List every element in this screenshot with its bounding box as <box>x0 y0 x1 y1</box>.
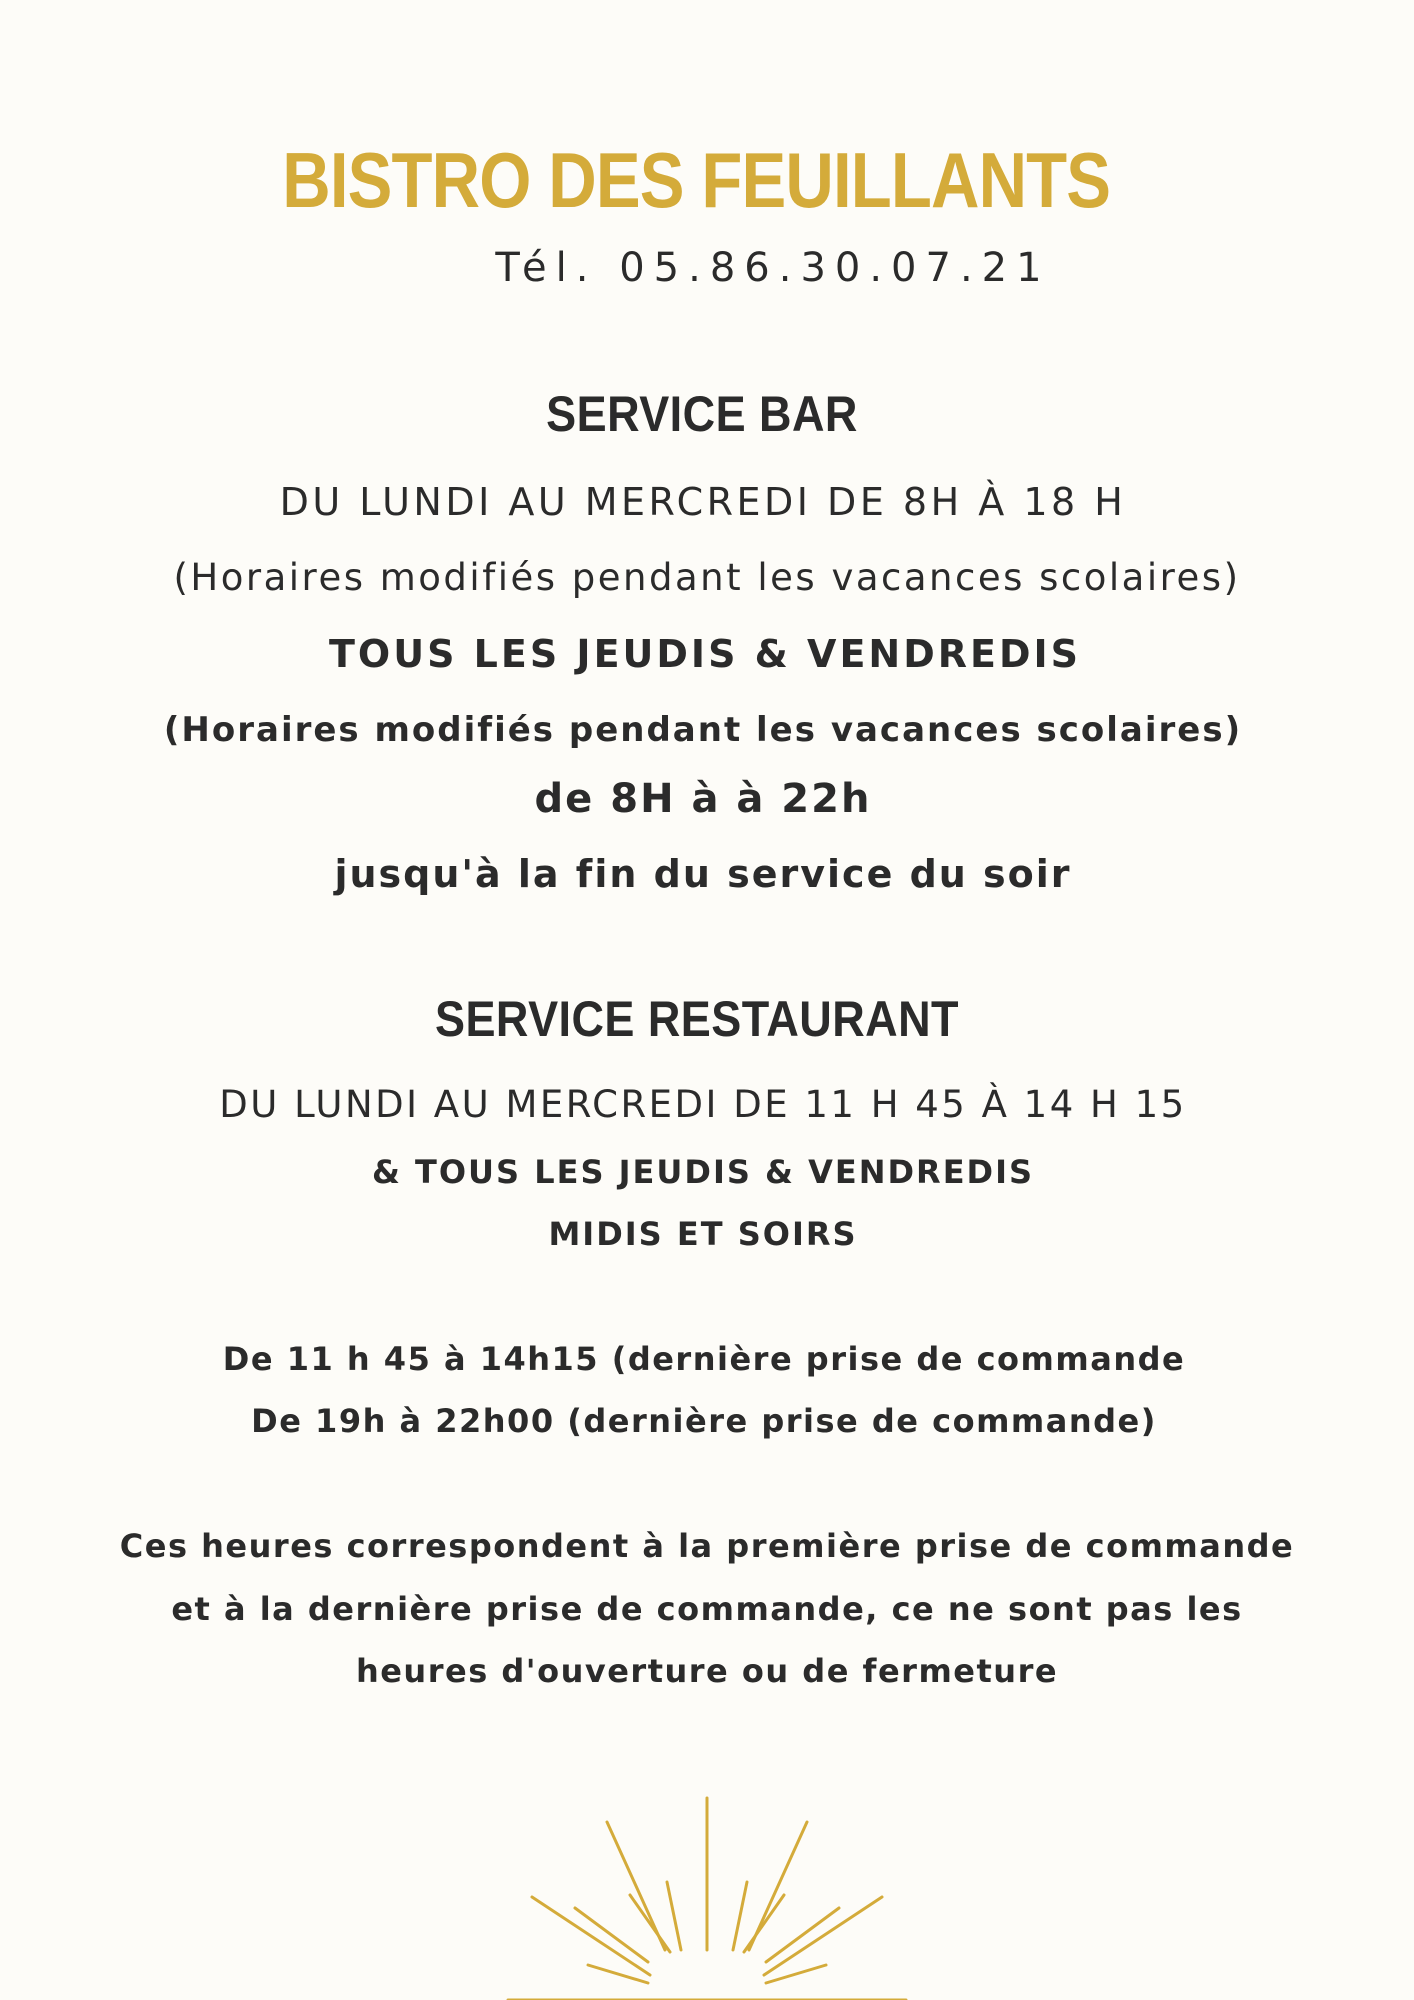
note-line-2: et à la dernière prise de commande, ce ne sont pas les <box>171 1590 1243 1628</box>
bar-holiday-note: (Horaires modifiés pendant les vacances scolaires) <box>173 556 1241 599</box>
bar-holiday-note-2: (Horaires modifiés pendant les vacances scolaires) <box>163 710 1243 750</box>
restaurant-thu-fri: & TOUS LES JEUDIS & VENDREDIS <box>371 1153 1035 1191</box>
note-line-1: Ces heures correspondent à la première prise de commande <box>119 1527 1295 1565</box>
bar-thu-fri-heading: TOUS LES JEUDIS & VENDREDIS <box>328 632 1082 676</box>
restaurant-lunch-order-time: De 11 h 45 à 14h15 (dernière prise de commande <box>222 1340 1186 1378</box>
bar-service-heading: SERVICE BAR <box>546 386 858 442</box>
bar-thu-fri-hours: de 8H à à 22h <box>534 776 872 822</box>
bar-thu-fri-until: jusqu'à la fin du service du soir <box>334 852 1072 896</box>
restaurant-service-heading: SERVICE RESTAURANT <box>435 991 959 1047</box>
restaurant-lunch-dinner: MIDIS ET SOIRS <box>548 1215 858 1253</box>
restaurant-dinner-order-time: De 19h à 22h00 (dernière prise de commande) <box>251 1402 1157 1440</box>
bar-weekday-hours: DU LUNDI AU MERCREDI DE 8H À 18 H <box>279 480 1127 524</box>
page-title: BISTRO DES FEUILLANTS <box>282 136 1111 224</box>
phone-number: Tél. 05.86.30.07.21 <box>495 245 1051 291</box>
note-line-3: heures d'ouverture ou de fermeture <box>355 1652 1059 1690</box>
restaurant-weekday-hours: DU LUNDI AU MERCREDI DE 11 H 45 À 14 H 15 <box>219 1083 1187 1126</box>
